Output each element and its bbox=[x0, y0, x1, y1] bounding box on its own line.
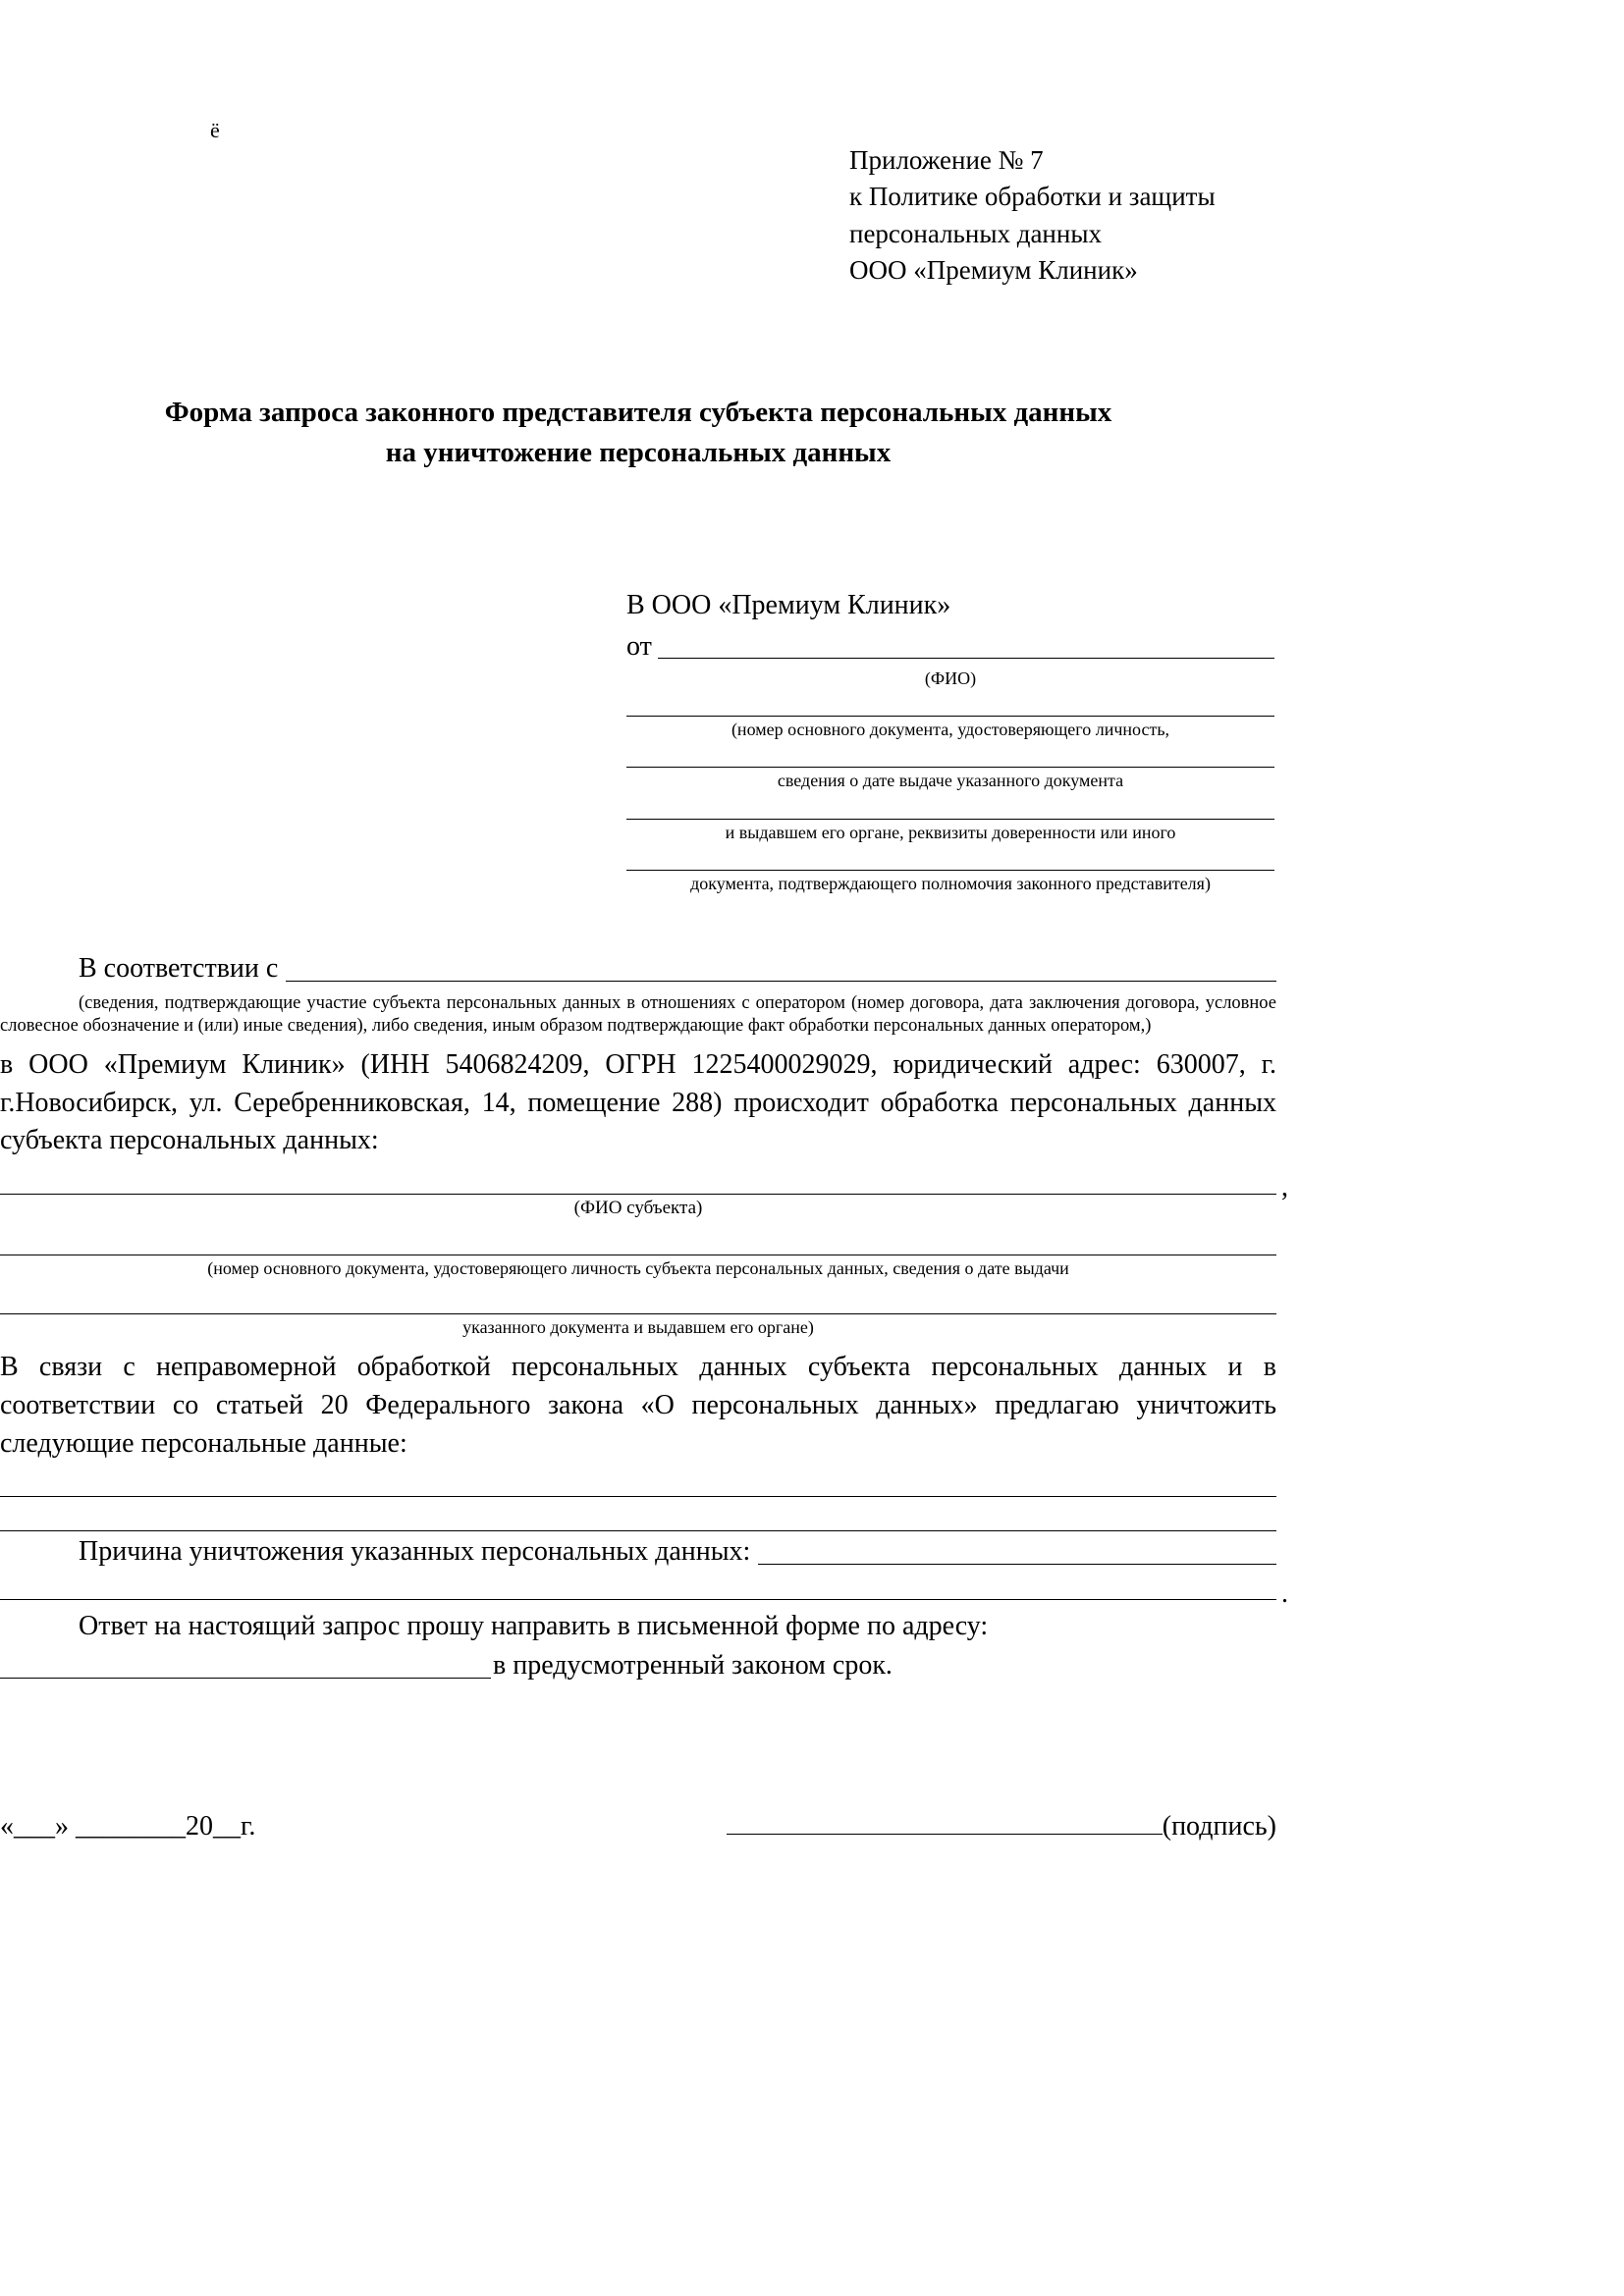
appendix-org-name: ООО «Премиум Клиник» bbox=[849, 254, 1138, 285]
note-participation-text: (сведения, подтверждающие участие субъекта персональных данных в отношениях с оператором (номер договора, дата заключения договора, условное словесное обозначение и (или) иные сведения), либо сведения, иным образом подтверждающие факт обработки персональных данных оператором,) bbox=[0, 992, 1276, 1037]
caption-fio: (ФИО) bbox=[924, 667, 977, 688]
appendix-policy-line-2: персональных данных bbox=[849, 218, 1102, 248]
appendix-number: Приложение № 7 bbox=[849, 145, 1044, 175]
document-body bbox=[0, 950, 1276, 1685]
from-name-blank[interactable] bbox=[658, 658, 1274, 659]
caption-rep-document-3: и выдавшем его органе, реквизиты доверенности или иного bbox=[725, 822, 1176, 842]
reason-row bbox=[0, 1533, 1276, 1572]
signature-label: (подпись) bbox=[1162, 1811, 1276, 1842]
page-title-line-1: Форма запроса законного представителя субъекта персональных данных bbox=[164, 397, 1112, 428]
answer-address-blank[interactable] bbox=[0, 1678, 491, 1679]
answer-term-label: в предусмотренный законом срок. bbox=[493, 1650, 893, 1682]
caption-subject-document-1: (номер основного документа, удостоверяющего личность субъекта персональных данных, сведения о дате выдачи bbox=[207, 1257, 1069, 1278]
appendix-header bbox=[849, 142, 1458, 289]
rep-document-blank-3[interactable] bbox=[626, 819, 1274, 820]
subject-fio-blank[interactable] bbox=[0, 1194, 1276, 1195]
from-field-row bbox=[626, 628, 1274, 666]
caption-rep-document-1: (номер основного документа, удостоверяющего личность, bbox=[731, 719, 1170, 739]
operator-paragraph: в ООО «Премиум Клиник» (ИНН 5406824209, ОГРН 1225400029029, юридический адрес: 630007, г. г.Новосибирск, ул. Серебренниковская, 14, помещение 288) происходит обработка персональных данных субъекта персональных данных: bbox=[0, 1048, 1276, 1156]
caption-rep-document-4: документа, подтверждающего полномочия законного представителя) bbox=[690, 874, 1211, 894]
subject-document-blank-2[interactable] bbox=[0, 1313, 1276, 1314]
page-title-line-2: на уничтожение персональных данных bbox=[385, 437, 892, 469]
caption-rep-document-2: сведения о дате выдаче указанного документа bbox=[777, 771, 1124, 791]
data-to-destroy-blank-2[interactable] bbox=[0, 1530, 1276, 1531]
rep-document-blank-4[interactable] bbox=[626, 870, 1274, 871]
data-to-destroy-blank-1[interactable] bbox=[0, 1496, 1276, 1497]
in-accordance-row bbox=[0, 950, 1276, 988]
caption-subject-fio: (ФИО субъекта) bbox=[573, 1197, 703, 1218]
addressee-block bbox=[626, 587, 1274, 896]
addressee-organization: В ООО «Премиум Клиник» bbox=[626, 590, 951, 620]
signature-blank[interactable] bbox=[727, 1834, 1163, 1835]
appendix-policy-line-1: к Политике обработки и защиты bbox=[849, 182, 1216, 212]
page-title bbox=[0, 393, 1276, 473]
in-accordance-label: В соответствии с bbox=[79, 953, 279, 984]
rep-document-blank-2[interactable] bbox=[626, 767, 1274, 768]
signature-row bbox=[0, 1811, 1276, 1842]
in-accordance-blank[interactable] bbox=[286, 981, 1276, 982]
answer-address-paragraph bbox=[0, 1608, 1276, 1646]
request-paragraph: В связи с неправомерной обработкой персональных данных субъекта персональных данных и в соответствии со статьей 20 Федерального закона «О персональных данных» предлагаю уничтожить следующие персональные данные: bbox=[0, 1352, 1276, 1459]
signature-field bbox=[727, 1811, 1276, 1842]
answer-label: Ответ на настоящий запрос прошу направить в письменной форме по адресу: bbox=[79, 1610, 989, 1641]
date-field[interactable]: «___» ________20__г. bbox=[0, 1811, 256, 1842]
caption-subject-document-2: указанного документа и выдавшем его органе) bbox=[462, 1316, 814, 1337]
reason-label: Причина уничтожения указанных персональных данных: bbox=[79, 1536, 751, 1568]
rep-document-blank-1[interactable] bbox=[626, 716, 1274, 717]
stray-character: ё bbox=[210, 118, 220, 142]
note-participation-details bbox=[0, 992, 1276, 1039]
reason-blank-2[interactable] bbox=[0, 1599, 1276, 1600]
reason-blank-1[interactable] bbox=[758, 1564, 1276, 1565]
from-label: от bbox=[626, 630, 652, 662]
answer-address-row bbox=[0, 1647, 1276, 1685]
